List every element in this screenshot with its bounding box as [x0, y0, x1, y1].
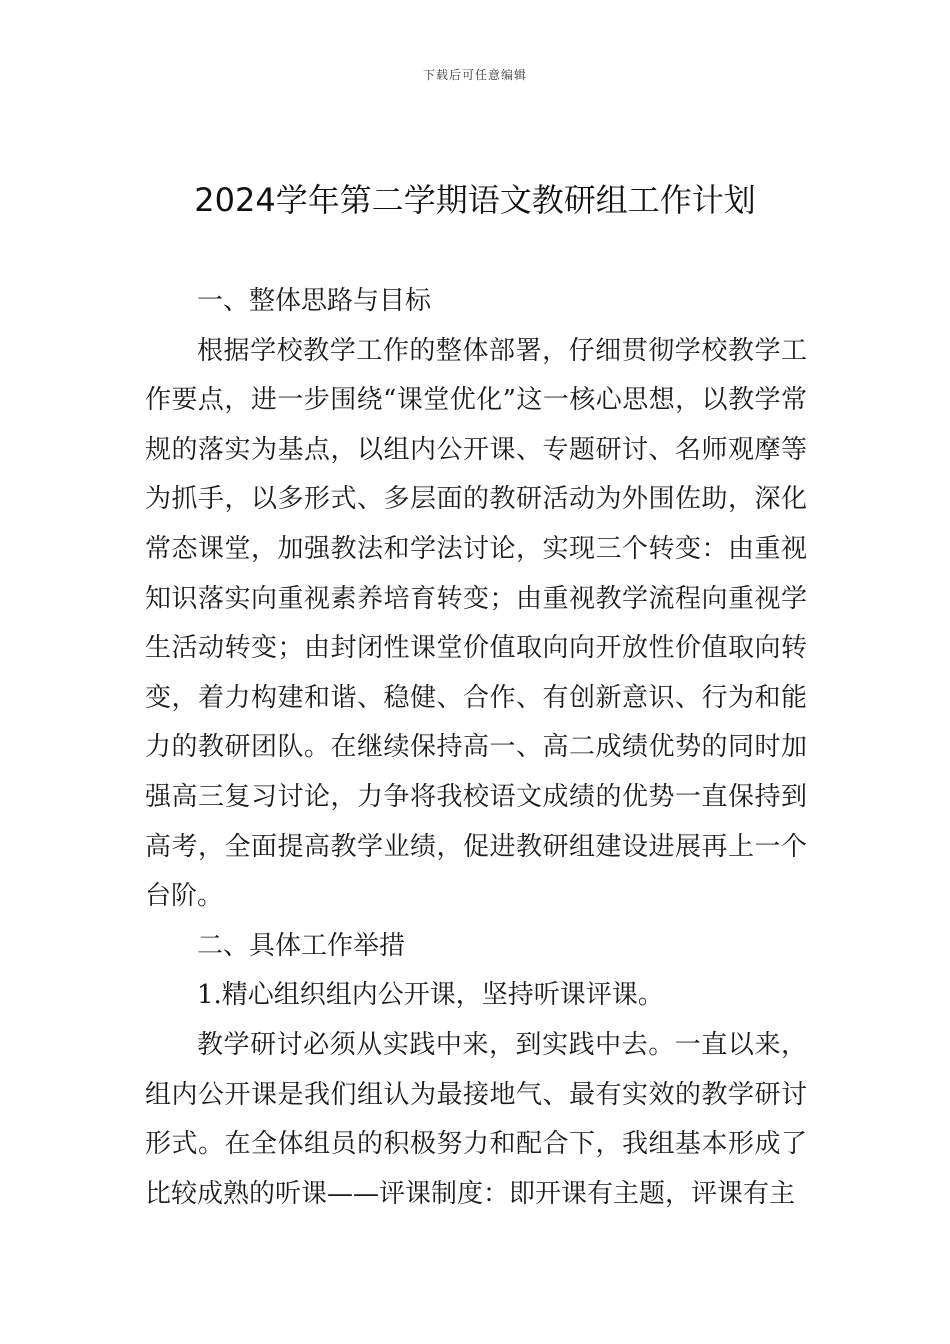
- section-heading-1: 一、整体思路与目标: [197, 286, 432, 316]
- paragraph-open-classes: 教学研讨必须从实践中来，到实践中去。一直以来，组内公开课是我们组认为最接地气、最有实效的教学研讨形式。在全体组员的积极努力和配合下，我组基本形成了比较成熟的听课——评课制度：即开课有主题，评课有主: [145, 1029, 807, 1209]
- document-body: [145, 277, 807, 1219]
- section-heading-2: 二、具体工作举措: [197, 930, 406, 961]
- paragraph-overall-goals: 根据学校教学工作的整体部署，仔细贯彻学校教学工作要点，进一步围绕“课堂优化”这一核心思想，以教学常规的落实为基点，以组内公开课、专题研讨、名师观摩等为抓手，以多形式、多层面的教研活动为外围佐助，深化常态课堂，加强教法和学法讨论，实现三个转变：由重视知识落实向重视素养培育转变；由重视教学流程向重视学生活动转变；由封闭性课堂价值取向向开放性价值取向转变，着力构建和谐、稳健、合作、有创新意识、行为和能力的教研团队。在继续保持高一、高二成绩优势的同时加强高三复习讨论，力争将我校语文成绩的优势一直保持到高考，全面提高教学业绩，促进教研组建设进展再上一个台阶。: [145, 335, 807, 912]
- item-heading-1: 1.精心组织组内公开课，坚持听课评课。: [197, 980, 664, 1011]
- document-title: 2024学年第二学期语文教研组工作计划: [194, 181, 756, 219]
- header-note: 下载后可任意编辑: [422, 68, 527, 82]
